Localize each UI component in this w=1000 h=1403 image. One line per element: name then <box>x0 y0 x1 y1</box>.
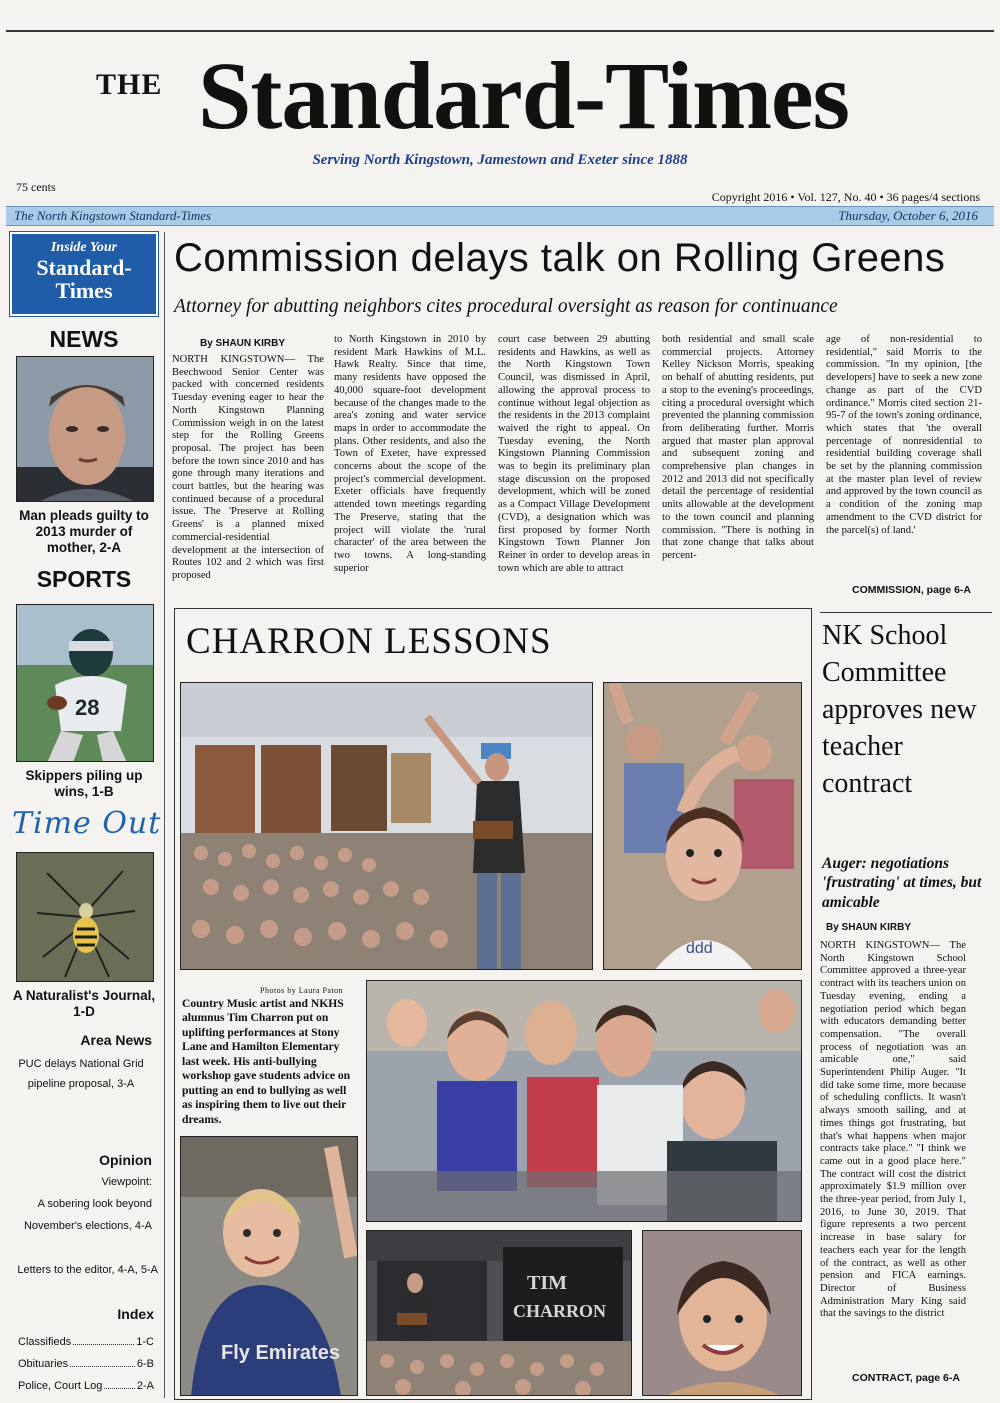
opinion-line-3[interactable]: November's elections, 4-A <box>23 1220 152 1232</box>
svg-text:CHARRON: CHARRON <box>513 1301 606 1321</box>
svg-text:28: 28 <box>75 695 100 720</box>
feature-photo-smile[interactable] <box>642 1230 802 1396</box>
area-news-line-1[interactable]: PUC delays National Grid <box>18 1058 144 1070</box>
price: 75 cents <box>16 180 56 194</box>
sidebar-divider <box>164 232 165 1398</box>
timeout-caption[interactable]: A Naturalist's Journal, 1-D <box>12 988 156 1020</box>
index-item[interactable] <box>18 1358 154 1370</box>
inside-title-2: Times <box>55 278 113 304</box>
feature-title: CHARRON LESSONS <box>186 621 552 662</box>
index-item[interactable] <box>18 1380 154 1392</box>
lead-column-5: age of non-residential to residential," said Morris to the commission. "In my opinion, [the developers] have to seek a new zone change as part of the CVD ordinance." Morris cited section 21-95-7 of the town's zoning ordinance, which states that 'the overall percentage of nonresidential to residential building coverage shall be set by the planning commission at the master plan level of review and approved by the town council as a condition of the zoning map amendment to the CVD district for the parcel(s) of land.' <box>826 334 982 536</box>
lead-column-1: NORTH KINGSTOWN— The Beechwood Senior Center was packed with concerned residents Tuesday evening eager to hear the North Kingstown Planning Commission weigh in on the latest step for the Rolling Greens proposal. The project has been before the town since 2010 and has gone through many iterations and court battles, but the hearing was continued because of a procedural issue. The 'Preserve at Rolling Greens' is a planned mixed commercial-residential development at the intersection of Routes 102 and 2 which was first proposed <box>172 354 324 581</box>
index-item-page: 1-C <box>136 1336 154 1348</box>
lead-byline: By SHAUN KIRBY <box>200 338 286 349</box>
index-item-page: 2-A <box>136 1380 154 1392</box>
index-leader <box>70 1358 135 1367</box>
feature-photo-girl[interactable] <box>603 682 802 970</box>
feature-photo-boy[interactable] <box>180 1136 358 1396</box>
lead-column-3: court case between 29 abutting residents and Hawkins, as well as the North Kingstown Town Council, was dismissed in April, allowing the approval process to continue without legal objection as the residents in the 2013 complaint waived the right to appeal. On Tuesday evening, the North Kingstown Planning Commission was to begin its preliminary plan stage discussion on the proposed development, which will be zoned as a Compact Village Development (CVD), a designation which was first proposed by former North Kingstown Town Planner Jon Reiner in order to develop areas in town which are able to attract <box>498 334 650 574</box>
timeout-section-head: Time Out <box>12 806 162 841</box>
inside-promo-box <box>10 232 158 316</box>
spider-photo[interactable] <box>16 852 154 982</box>
news-caption[interactable]: Man pleads guilty to 2013 murder of mother, 2-A <box>19 508 149 556</box>
masthead-title: Standard-Times <box>198 42 850 149</box>
index-leader <box>73 1336 134 1345</box>
area-news-line-2[interactable]: pipeline proposal, 3-A <box>27 1078 135 1090</box>
sports-caption[interactable]: Skippers piling up wins, 1-B <box>25 768 143 800</box>
photo-credit: Photos by Laura Paton <box>260 986 344 995</box>
copyright-line: Copyright 2016 • Vol. 127, No. 40 • 36 pages/4 sections <box>711 190 980 204</box>
sports-photo[interactable] <box>16 604 154 762</box>
index-head: Index <box>117 1306 154 1322</box>
index-item-label: Classifieds <box>18 1336 72 1348</box>
lead-column-4: both residential and small scale commercial projects. Attorney Kelley Nickson Morris, speaking on behalf of abutting residents, put a stop to the evening's proceedings, citing a procedural oversight which prevented the planning commission from deliberating further. Morris argued that master plan approval and subsequent zoning and comprehensive plan changes in 2012 and 2013 did not specifically detail the percentage of residential units allowable at the development to the town council and planning commission. "There is nothing in that zone change that talks about percent- <box>662 334 814 561</box>
news-mugshot-photo[interactable] <box>16 356 154 502</box>
side-jump-link[interactable]: CONTRACT, page 6-A <box>852 1372 960 1384</box>
sports-section-head: SPORTS <box>36 566 132 592</box>
issue-date: Thursday, October 6, 2016 <box>838 208 978 223</box>
side-byline: By SHAUN KIRBY <box>826 922 912 933</box>
masthead-tagline: Serving North Kingstown, Jamestown and Exeter since 1888 <box>312 152 688 168</box>
band-paper-name: The North Kingstown Standard-Times <box>14 208 212 223</box>
inside-label: Inside Your <box>50 240 118 255</box>
lead-column-2: to North Kingstown in 2010 by resident Mark Hawkins of M.L. Hawk Realty. Since that time, many residents have opposed the 40,000 square-foot development because of the changes made to the area's zoning and water service maps in order to accommodate the plans. Other residents, and also the Town of Exeter, have expressed concerns about the scope of the project's commercial development. Exeter officials have frequently attended town meetings regarding The Preserve, stating that the project will violate the 'rural character' of the area between the two towns. A long-standing superior <box>334 334 486 574</box>
lead-headline[interactable]: Commission delays talk on Rolling Greens <box>174 236 946 280</box>
area-news-head: Area News <box>80 1032 152 1048</box>
opinion-head: Opinion <box>99 1152 152 1168</box>
opinion-line-1[interactable]: Viewpoint: <box>101 1176 152 1188</box>
feature-photo-kids[interactable] <box>366 980 802 1222</box>
side-headline[interactable]: NK School Committee approves new teacher contract <box>822 620 977 799</box>
masthead-the: THE <box>96 68 163 101</box>
feature-caption: Country Music artist and NKHS alumnus Tim Charron put on uplifting performances at Stony Lane and Hamilton Elementary last week. His anti-bullying workshop gave students advice on putting an end to bullying as well as inspiring them to live out their dreams. <box>182 997 351 1126</box>
index-item-page: 6-B <box>136 1358 154 1370</box>
news-section-head: NEWS <box>49 326 119 352</box>
svg-text:ddd: ddd <box>686 940 713 957</box>
feature-photo-stage[interactable] <box>366 1230 632 1396</box>
lead-subhead: Attorney for abutting neighbors cites procedural oversight as reason for continuance <box>174 296 838 317</box>
lead-jump-link[interactable]: COMMISSION, page 6-A <box>852 584 972 596</box>
side-body: NORTH KINGSTOWN— The North Kingstown School Committee approved a three-year contract with its teachers union on Tuesday evening, ending a negotiation period which began with educators demanding better compensation. "The overall process of negotiation was an amicable one," said Superintendent Philip Auger. "It did take some time, more because of scheduling conflicts. It wasn't always smooth sailing, and at times things got frustrating, but that's what happens when major contracts take place." "I think we came out in a good place here." The contract will cost the district approximately $1.9 million over the three-year period, from July 1, 2016, to June 30, 2019. That figure represents a two percent increase in base salary for teachers each year for the length of the contract, as well as other pension and FICA earnings. Director of Business Administration Mary King said that the savings to the district <box>820 940 966 1320</box>
index-leader <box>104 1380 134 1389</box>
inside-title-1: Standard- <box>36 255 132 280</box>
top-rule <box>6 30 994 32</box>
index-item[interactable] <box>18 1336 154 1348</box>
side-subhead: Auger: negotiations 'frustrating' at times, but amicable <box>822 855 982 911</box>
svg-text:TIM: TIM <box>527 1272 567 1294</box>
opinion-line-4[interactable]: Letters to the editor, 4-A, 5-A <box>17 1264 158 1276</box>
index-item-label: Police, Court Log <box>18 1380 103 1392</box>
index-item-label: Obituaries <box>18 1358 69 1370</box>
shirt-text: Fly Emirates <box>221 1342 340 1364</box>
feature-photo-gym[interactable] <box>180 682 593 970</box>
opinion-line-2[interactable]: A sobering look beyond <box>37 1198 152 1210</box>
side-story-rule <box>820 612 992 613</box>
